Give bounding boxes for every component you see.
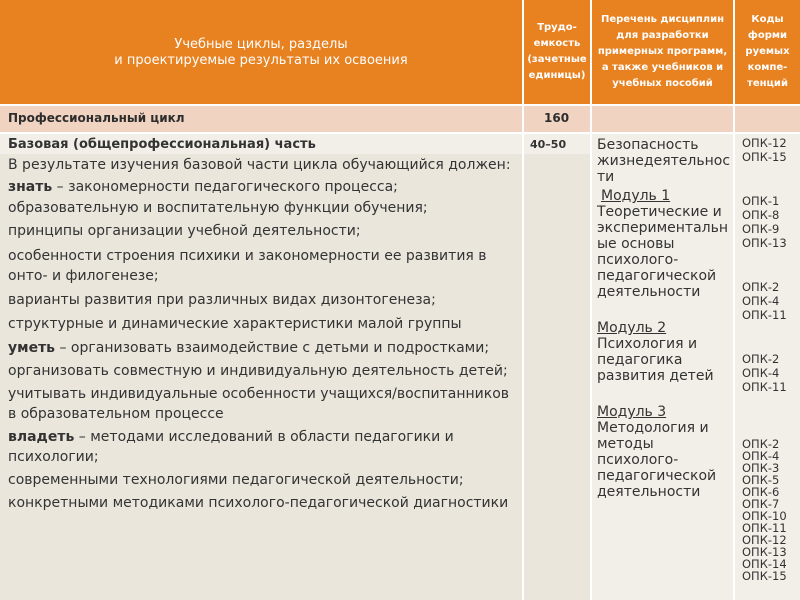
header-workload-line-2: емкость (533, 38, 581, 49)
own-text: – методами исследований в области педагогики и психологии; (8, 429, 454, 465)
know-text: – закономерности педагогического процесса; (52, 179, 398, 195)
header-codes (735, 0, 800, 104)
own-line (8, 427, 518, 467)
can-label: уметь (8, 340, 56, 356)
module-1-line: ые основы (597, 236, 675, 252)
module-1-line: психолого- (597, 252, 679, 268)
header-disciplines (592, 0, 733, 104)
discipline-line: Безопасность (597, 137, 699, 153)
competency-code: ОПК-11 (742, 308, 787, 322)
competency-code: ОПК-2 (742, 352, 780, 366)
module-2-line: Психология и (597, 336, 698, 352)
header-cycles-line-2: и проектируемые результаты их освоения (114, 53, 408, 68)
know-line (8, 177, 518, 198)
header-workload-line-4: единицы) (528, 70, 586, 81)
header-disciplines-line-5: учебных пособий (612, 78, 713, 89)
discipline-line: жизнедеятельнос (597, 153, 731, 169)
competency-code: ОПК-9 (742, 222, 780, 236)
header-cycles-line-1: Учебные циклы, разделы (174, 37, 348, 52)
base-part-hours: 40–50 (530, 138, 567, 151)
can-text: – организовать взаимодействие с детьми и подростками; (55, 340, 490, 356)
header-codes-line-1: Коды (751, 14, 784, 25)
header-workload-line-1: Трудо- (537, 22, 577, 33)
competency-code: ОПК-11 (742, 380, 787, 394)
module-1-line: деятельности (597, 284, 701, 300)
know-item: особенности строения психики и закономерности ее развития в онто- и филогенезе; (8, 248, 487, 284)
module-1-line: педагогической (597, 268, 717, 284)
header-workload (524, 0, 590, 104)
base-part-title: Базовая (общепрофессиональная) часть (8, 137, 316, 152)
competency-code: ОПК-4 (742, 294, 780, 308)
codes-group-3 (742, 280, 787, 322)
module-3-line: педагогической (597, 468, 717, 484)
header-codes-line-4: компе- (747, 62, 788, 73)
codes-group-1 (742, 136, 787, 164)
know-label: знать (8, 179, 53, 195)
competency-code: ОПК-6 (742, 485, 780, 499)
header-disciplines-line-3: примерных программ, (597, 46, 728, 57)
own-item: современными технологиями педагогической деятельности; (8, 472, 464, 488)
competency-code: ОПК-11 (742, 521, 787, 535)
module-3-line: психолого- (597, 452, 679, 468)
prof-cycle-label: Профессиональный цикл (8, 111, 185, 125)
prof-cycle-hours-cell (524, 106, 590, 132)
competency-code: ОПК-13 (742, 236, 787, 250)
module-2-line: педагогика (597, 352, 683, 368)
header-codes-line-3: руемых (745, 46, 790, 57)
header-codes-line-5: тенций (747, 78, 788, 89)
header-workload-line-3: (зачетные (527, 54, 587, 65)
can-item: учитывать индивидуальные особенности учащихся/воспитанников в образовательном процессе (8, 386, 510, 422)
header-disciplines-line-2: для разработки (616, 30, 709, 41)
competency-code: ОПК-8 (742, 208, 780, 222)
competency-code: ОПК-2 (742, 437, 780, 451)
codes-group-4 (742, 352, 787, 394)
can-line (8, 338, 518, 358)
module-3-label: Модуль 3 (597, 404, 667, 420)
competency-code: ОПК-15 (742, 150, 787, 164)
competency-code: ОПК-14 (742, 557, 787, 571)
competency-code: ОПК-12 (742, 533, 787, 547)
module-1-line: Теоретические и (597, 204, 722, 220)
learning-outcomes (8, 158, 518, 513)
discipline-list (597, 137, 731, 500)
competency-code: ОПК-1 (742, 194, 780, 208)
module-2-label: Модуль 2 (597, 320, 667, 336)
competency-code: ОПК-5 (742, 473, 780, 487)
know-item: варианты развития при различных видах дизонтогенеза; (8, 292, 436, 308)
competency-code: ОПК-13 (742, 545, 787, 559)
module-1-line: экспериментальн (597, 220, 729, 236)
own-item: конкретными методиками психолого-педагогической диагностики (8, 495, 509, 511)
own-label: владеть (8, 429, 75, 445)
empty-hours-cell (524, 154, 590, 600)
module-3-line: Методология и (597, 420, 709, 436)
competency-code: ОПК-4 (742, 366, 780, 380)
competency-code: ОПК-3 (742, 461, 780, 475)
codes-group-2 (742, 194, 787, 250)
competency-code: ОПК-4 (742, 449, 780, 463)
header-codes-line-2: форми (747, 30, 788, 41)
competency-code: ОПК-2 (742, 280, 780, 294)
know-item: образовательную и воспитательную функции обучения; (8, 200, 428, 216)
prof-cycle-cell (0, 106, 522, 132)
know-item: структурные и динамические характеристики малой группы (8, 316, 462, 332)
know-item: принципы организации учебной деятельности; (8, 223, 361, 239)
competency-code: ОПК-7 (742, 497, 780, 511)
header-cycles (0, 0, 522, 104)
can-item: организовать совместную и индивидуальную деятельность детей; (8, 363, 508, 379)
prof-cycle-disc-cell (592, 106, 733, 132)
module-2-line: развития детей (597, 368, 714, 384)
competency-code: ОПК-10 (742, 509, 787, 523)
header-disciplines-line-1: Перечень дисциплин (600, 14, 725, 25)
outcomes-intro: В результате изучения базовой части цикла обучающийся должен: (8, 157, 511, 173)
module-1-label: Модуль 1 (601, 188, 671, 204)
header-disciplines-line-4: а также учебников и (601, 62, 724, 73)
competency-code: ОПК-12 (742, 136, 787, 150)
module-3-line: методы (597, 436, 654, 452)
prof-cycle-codes-cell (735, 106, 800, 132)
prof-cycle-hours: 160 (544, 111, 570, 125)
competency-code: ОПК-15 (742, 569, 787, 583)
codes-group-5 (742, 438, 787, 582)
module-3-line: деятельности (597, 484, 701, 500)
discipline-line: ти (597, 169, 615, 185)
